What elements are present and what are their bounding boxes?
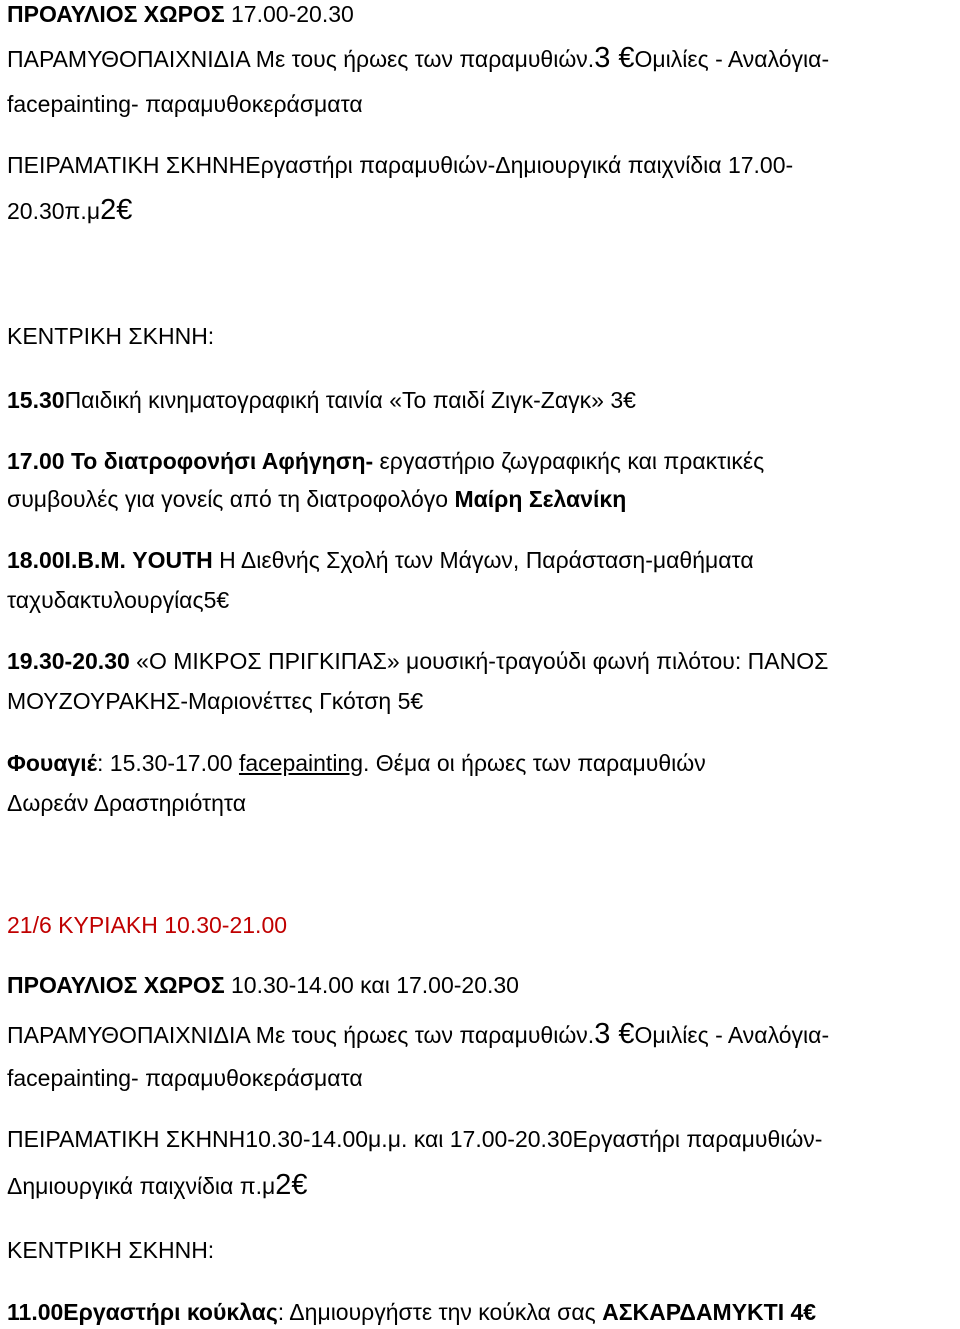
event-puppet-workshop	[7, 1301, 816, 1324]
event-nutrition-line-2	[7, 488, 626, 511]
experimental-stage-line-sunday	[7, 1128, 822, 1151]
event-little-prince-text: «Ο ΜΙΚΡΟΣ ΠΡΙΓΚΙΠΑΣ» μουσική-τραγούδι φωνή πιλότου: ΠΑΝΟΣ	[129, 648, 829, 674]
event-little-prince-line-2: ΜΟΥΖΟΥΡΑΚΗΣ-Μαριονέττες Γκότση 5€	[7, 688, 424, 714]
event-little-prince	[7, 650, 828, 673]
main-stage-heading-sunday: ΚΕΝΤΡΙΚΗ ΣΚΗΝΗ:	[7, 1237, 215, 1263]
event-nutrition-text-2: συμβουλές για γονείς από τη διατροφολόγο	[7, 486, 455, 512]
experimental-stage-line-2	[7, 196, 132, 225]
experimental-stage-text-sunday: 10.30-14.00μ.μ. και 17.00-20.30Εργαστήρι παραμυθιών-	[245, 1126, 823, 1152]
forecourt-heading-sunday	[7, 974, 519, 997]
sunday-day-heading: 21/6 ΚΥΡΙΑΚΗ 10.30-21.00	[7, 912, 288, 938]
fairytale-toys-price: 3 €	[594, 42, 635, 74]
experimental-stage-line	[7, 154, 793, 177]
forecourt-time: 17.00-20.30	[224, 1, 354, 27]
event-magic-line-2: ταχυδακτυλουργίας5€	[7, 587, 230, 613]
forecourt-label-sunday: ΠΡΟΑΥΛΙΟΣ ΧΩΡΟΣ	[7, 972, 225, 998]
fairytale-toys-line	[7, 44, 829, 73]
event-nutrition-speaker: Μαίρη Σελανίκη	[454, 486, 627, 512]
foyer-free-activity: Δωρεάν Δραστηριότητα	[7, 790, 246, 816]
event-film	[7, 389, 636, 412]
experimental-stage-text-2-sunday: Δημιουργικά παιχνίδια π.μ	[7, 1173, 276, 1199]
foyer-text: . Θέμα οι ήρωες των παραμυθιών	[363, 750, 706, 776]
event-nutrition	[7, 450, 764, 473]
fairytale-toys-line-2: facepainting- παραμυθοκεράσματα	[7, 91, 363, 117]
event-magic-title: 18.00Ι.Β.Μ. YOUTH	[7, 547, 213, 573]
event-magic	[7, 549, 754, 572]
fairytale-toys-text: ΠΑΡΑΜΥΘΟΠΑΙΧΝΙΔΙΑ Με τους ήρωες των παραμυθιών.	[7, 46, 595, 72]
foyer-time: : 15.30-17.00	[97, 750, 239, 776]
fairytale-toys-line-sunday	[7, 1020, 829, 1049]
experimental-stage-text: Εργαστήρι παραμυθιών-Δημιουργικά παιχνίδια 17.00-	[245, 152, 794, 178]
experimental-stage-line-2-sunday	[7, 1171, 308, 1200]
experimental-stage-label: ΠΕΙΡΑΜΑΤΙΚΗ ΣΚΗΝΗ	[7, 152, 246, 178]
event-puppet-name: ΑΣΚΑΡΔΑΜΥΚΤΙ 4€	[602, 1299, 817, 1325]
event-film-time: 15.30	[7, 387, 65, 413]
forecourt-label: ΠΡΟΑΥΛΙΟΣ ΧΩΡΟΣ	[7, 1, 225, 27]
experimental-stage-price: 2€	[100, 194, 133, 226]
experimental-stage-label-sunday: ΠΕΙΡΑΜΑΤΙΚΗ ΣΚΗΝΗ	[7, 1126, 246, 1152]
main-stage-heading: ΚΕΝΤΡΙΚΗ ΣΚΗΝΗ:	[7, 323, 215, 349]
foyer-facepainting-link[interactable]: facepainting	[238, 750, 364, 776]
event-nutrition-text: εργαστήριο ζωγραφικής και πρακτικές	[373, 448, 765, 474]
fairytale-toys-line-2-sunday: facepainting- παραμυθοκεράσματα	[7, 1065, 363, 1091]
fairytale-toys-extra-sunday: Ομιλίες - Αναλόγια-	[634, 1022, 830, 1048]
event-puppet-text: : Δημιουργήστε την κούκλα σας	[277, 1299, 603, 1325]
fairytale-toys-price-sunday: 3 €	[594, 1018, 635, 1050]
experimental-stage-price-sunday: 2€	[275, 1169, 308, 1201]
event-little-prince-time: 19.30-20.30	[7, 648, 130, 674]
event-puppet-title: 11.00Εργαστήρι κούκλας	[7, 1299, 278, 1325]
forecourt-time-sunday: 10.30-14.00 και 17.00-20.30	[224, 972, 519, 998]
fairytale-toys-text-sunday: ΠΑΡΑΜΥΘΟΠΑΙΧΝΙΔΙΑ Με τους ήρωες των παραμυθιών.	[7, 1022, 595, 1048]
event-magic-text: Η Διεθνής Σχολή των Μάγων, Παράσταση-μαθήματα	[212, 547, 754, 573]
experimental-stage-time: 20.30π.μ	[7, 198, 101, 224]
event-film-text: Παιδική κινηματογραφική ταινία «Το παιδί Ζιγκ-Ζαγκ» 3€	[64, 387, 636, 413]
fairytale-toys-extra: Ομιλίες - Αναλόγια-	[634, 46, 830, 72]
forecourt-heading	[7, 3, 354, 26]
event-nutrition-title: 17.00 Το διατροφονήσι Αφήγηση-	[7, 448, 374, 474]
foyer-label: Φουαγιέ	[7, 750, 98, 776]
foyer-line	[7, 752, 706, 775]
